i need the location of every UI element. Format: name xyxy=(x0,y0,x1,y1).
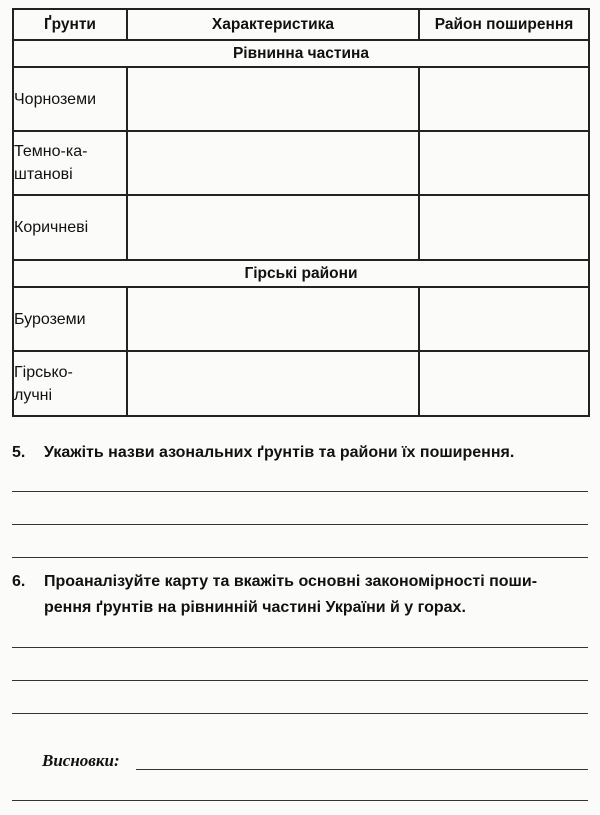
distribution-cell[interactable] xyxy=(419,195,589,260)
table-row xyxy=(13,351,589,416)
soil-name xyxy=(13,351,127,416)
header-distribution-area: Район поширення xyxy=(419,9,589,40)
question-number: 6. xyxy=(12,573,26,590)
soil-table xyxy=(12,8,590,417)
answer-line[interactable] xyxy=(12,491,588,492)
characteristic-cell[interactable] xyxy=(127,67,419,131)
answer-line[interactable] xyxy=(12,713,588,714)
soil-name: Чорноземи xyxy=(13,67,127,131)
conclusions-label: Висновки: xyxy=(42,751,120,770)
characteristic-cell[interactable] xyxy=(127,351,419,416)
table-row xyxy=(13,131,589,195)
question-text: Укажіть назви азональних ґрунтів та райони їх поширення. xyxy=(44,444,515,461)
header-characteristic: Характеристика xyxy=(127,9,419,40)
question-6 xyxy=(12,569,600,625)
answer-line[interactable] xyxy=(12,557,588,558)
distribution-cell[interactable] xyxy=(419,351,589,416)
soil-name: Коричневі xyxy=(13,195,127,260)
soil-name: Буроземи xyxy=(13,287,127,351)
table-row xyxy=(13,195,589,260)
characteristic-cell[interactable] xyxy=(127,131,419,195)
conclusions-line[interactable] xyxy=(136,769,588,770)
question-text: Проаналізуйте карту та вкажіть основні закономірності поши- рення ґрунтів на рівнинній частині України й у горах. xyxy=(44,573,538,616)
soil-name-line1: Темно-ка- xyxy=(14,143,88,160)
table-row xyxy=(13,287,589,351)
answer-line[interactable] xyxy=(12,647,588,648)
distribution-cell[interactable] xyxy=(419,67,589,131)
soil-name-line1: Гірсько- xyxy=(14,363,73,381)
section-title-mountain: Гірські райони xyxy=(13,260,589,287)
distribution-cell[interactable] xyxy=(419,131,589,195)
question-5 xyxy=(12,440,600,468)
table-header-row xyxy=(13,9,589,40)
characteristic-cell[interactable] xyxy=(127,195,419,260)
answer-line[interactable] xyxy=(12,800,588,801)
table-row xyxy=(13,67,589,131)
distribution-cell[interactable] xyxy=(419,287,589,351)
question-number: 5. xyxy=(12,444,26,461)
answer-line[interactable] xyxy=(12,524,588,525)
soil-name xyxy=(13,131,127,195)
answer-line[interactable] xyxy=(12,680,588,681)
section-title-plain: Рівнинна частина xyxy=(13,40,589,67)
soil-name-line2: штанові xyxy=(14,166,73,183)
header-soils: Ґрунти xyxy=(13,9,127,40)
characteristic-cell[interactable] xyxy=(127,287,419,351)
soil-name-line2: лучні xyxy=(14,386,53,404)
